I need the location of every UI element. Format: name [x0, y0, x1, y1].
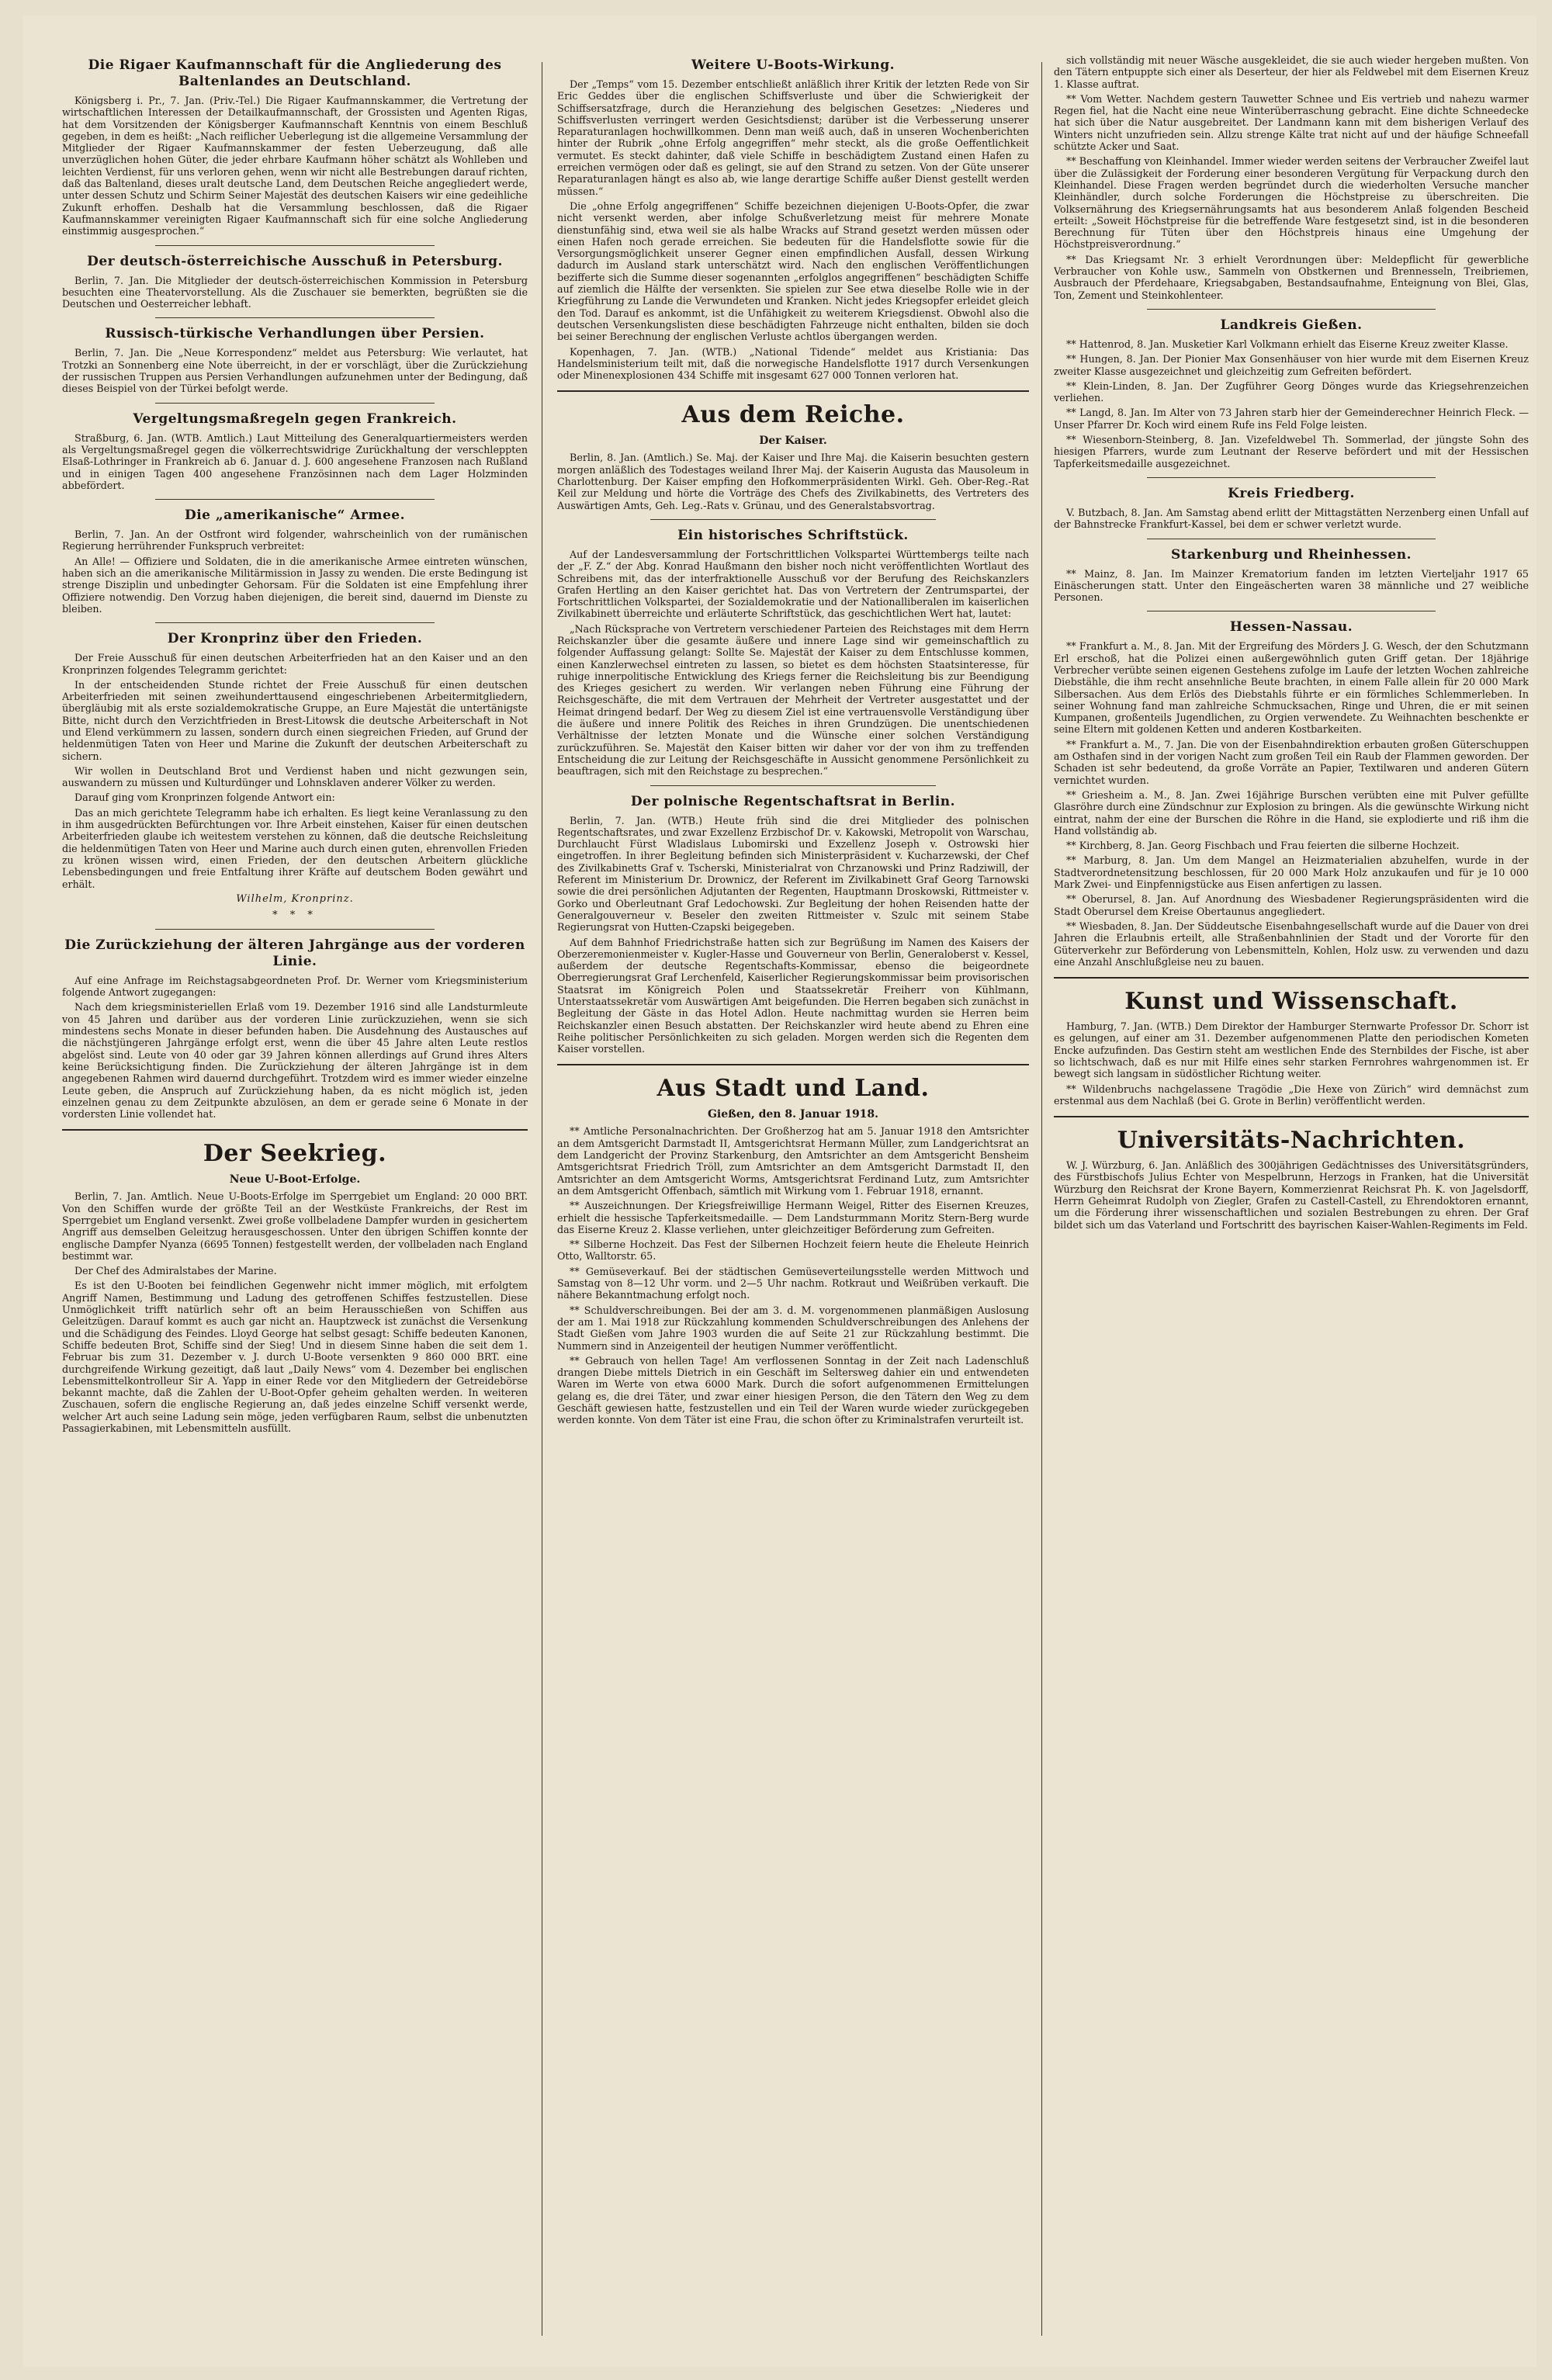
article-paragraph: Auf eine Anfrage im Reichstagsabgeordneten Prof. Dr. Werner vom Kriegsministerium folgende Antwort zugegangen: — [62, 974, 528, 999]
article-separator — [155, 245, 435, 246]
article-paragraph: ** Kirchberg, 8. Jan. Georg Fischbach und Frau feierten die silberne Hochzeit. — [1066, 840, 1460, 852]
article-paragraph: ** Frankfurt a. M., 7. Jan. Die von der Eisenbahndirektion erbauten großen Güterschuppen am Osthafen sind in der vorigen Nacht zum großen Teil ein Raub der Flammen geworden. Der Schaden ist sehr bedeutend, da große Vorräte an Papier, Textilwaren und anderen Gütern vernichtet wurden. — [1054, 738, 1529, 786]
article-separator — [155, 403, 435, 404]
article-paragraph: Das an mich gerichtete Telegramm habe ich erhalten. Es liegt keine Veranlassung zu den in ihm ausgedrückten Befürchtungen vor. Ihre Arbeit einstehen, Kaiser für einen deutschen Arbeiterfrieden glaube ich weitestem verstehen zu können, daß die deutsche Reichsleitung die heldenmütigen Taten von Heer und Marine auch durch einen guten, ehrenvollen Frieden zu krönen wissen wird, einen Frieden, der den deutschen Arbeitern glückliche Lebensbedingungen und freie Entfaltung ihrer Kräfte auf deutschem Boden gewährt und erhält. — [62, 806, 528, 890]
article-paragraph: An Alle! — Offiziere und Soldaten, die in die amerikanische Armee eintreten wünschen, haben sich an die amerikanische Militärmission in Jassy zu wenden. Die erste Bedingung ist strenge Disziplin und unbedingter Gehorsam. Für die Soldaten ist eine Empfehlung ihrer Offiziere notwendig. Den Vorzug haben diejenigen, die bereit sind, dauernd im Dienste zu bleiben. — [62, 555, 528, 615]
article-rigaer — [62, 57, 528, 237]
article-kronprinz — [62, 622, 528, 921]
article-paragraph: sich vollständig mit neuer Wäsche ausgekleidet, die sie auch wieder hergeben mußten. Von den Tätern entpuppte sich einer als Deserteur, der hier als Feldwebel mit dem Eisernen Kreuz 1. Klasse auftrat. — [1054, 54, 1529, 90]
article-heading: Der Seekrieg. — [203, 1140, 387, 1168]
article-uboot — [557, 57, 1029, 381]
article-heading: Aus dem Reiche. — [681, 401, 905, 429]
article-separator — [155, 317, 435, 318]
article-paragraph: W. J. Würzburg, 6. Jan. Anläßlich des 300jährigen Gedächtnisses des Universitätsgründers, des Fürstbischofs Julius Echter von Mespelbrunn, Herzogs in Franken, hat die Universität Würzburg den Reichsrat der Krone Bayern, Kommerzienrat Reichsrat Ph. K. von Jagelsdorff, Herrn Geheimrat Rudolph von Ziegler, Grafen zu Castell-Castell, zu Ehrendoktoren ernannt, um die Förderung ihrer wissenschaftlichen und sozialen Bestrebungen zu ehren. Der Graf bildet sich um das Vaterland und Fortschritt des bayrischen Kaiser-Wahlen-Regiments im Feld. — [1054, 1159, 1529, 1231]
article-paragraph: Der Freie Ausschuß für einen deutschen Arbeiterfrieden hat an den Kaiser und an den Kronprinzen folgendes Telegramm gerichtet: — [62, 652, 528, 676]
article-paragraph: ** Vom Wetter. Nachdem gestern Tauwetter Schnee und Eis vertrieb und nahezu warmer Regen fiel, hat die Nacht eine neue Winterüberraschung gebracht. Eine dichte Schneedecke hat sich über die Natur ausgebreitet. Der Landmann kann mit dem bisherigen Verlauf des Winters nicht unzufrieden sein. Allzu strenge Kälte trat nicht auf und der häufige Schneefall schützte Acker und Saat. — [1054, 92, 1529, 153]
article-starkenburg — [1054, 539, 1529, 604]
article-heading: Der deutsch-österreichische Ausschuß in Petersburg. — [87, 253, 503, 269]
article-heading: Vergeltungsmaßregeln gegen Frankreich. — [133, 411, 457, 427]
article-paragraph: In der entscheidenden Stunde richtet der Freie Ausschuß für einen deutschen Arbeiterfrieden mit seinen zweihunderttausend eingeschriebenen Arbeitermitgliedern, übergläubig mit als erste sozialdemokratische Gruppe, an Eure Majestät die untertänigste Bitte, nicht durch den Verzichtfrieden in Brest-Litowsk die deutsche Arbeiterschaft in Not und Elend verkümmern zu lassen, sondern durch einen siegreichen Frieden, auf Grund der heldenmütigen Taten von Heer und Marine die Zukunft der deutschen Arbeiterschaft zu sichern. — [62, 678, 528, 762]
article-paragraph: ** Silberne Hochzeit. Das Fest der Silbernen Hochzeit feiern heute die Eheleute Heinrich Otto, Walltorstr. 65. — [557, 1239, 1029, 1263]
column-3 — [1054, 54, 1529, 2347]
article-paragraph: ** Marburg, 8. Jan. Um dem Mangel an Heizmaterialien abzuhelfen, wurde in der Stadtverordnetensitzung beschlossen, für 20 000 Mark Holz anzukaufen und für je 10 000 Mark Zwei- und Einpfennigstücke aus Eisen anfertigen zu lassen. — [1054, 854, 1529, 891]
article-wetter — [1054, 54, 1529, 301]
article-paragraph: ** Gemüseverkauf. Bei der städtischen Gemüseverteilungsstelle werden Mittwoch und Samstag von 8—12 Uhr vorm. und 2—5 Uhr nachm. Rotkraut und Weißrüben verkauft. Die nähere Bekanntmachung erfolgt noch. — [557, 1265, 1029, 1301]
article-subheading: Neue U-Boot-Erfolge. — [229, 1173, 361, 1187]
article-paragraph: Straßburg, 6. Jan. (WTB. Amtlich.) Laut Mitteilung des Generalquartiermeisters werden als Vergeltungsmaßregel gegen die völkerrechtswidrige Zurückhaltung der verschleppten Elsaß-Lothringer in Frankreich ab 6. Januar d. J. 600 angesehene Franzosen nach Rußland und in einigen Tagen 400 angesehene Französinnen nach dem Lager Holzminden abbefördert. — [62, 431, 528, 491]
article-schriftstueck — [557, 519, 1029, 778]
article-heading: Landkreis Gießen. — [1220, 317, 1363, 333]
article-stadt — [557, 1064, 1029, 1426]
article-paragraph: ** Wildenbruchs nachgelassene Tragödie „Die Hexe von Zürich“ wird demnächst zum erstenmal aus dem Nachlaß (bei G. Grote in Berlin) veröffentlicht werden. — [1054, 1083, 1529, 1107]
article-separator — [1147, 309, 1436, 310]
article-heading: Russisch-türkische Verhandlungen über Persien. — [105, 326, 485, 342]
article-paragraph: Darauf ging vom Kronprinzen folgende Antwort ein: — [74, 792, 335, 804]
article-paragraph: ** Schuldverschreibungen. Bei der am 3. d. M. vorgenommenen planmäßigen Auslosung der am 1. Mai 1918 zur Rückzahlung kommenden Schuldverschreibungen des Anlehens der Stadt Gießen vom Jahre 1903 wurden die auf Seite 21 zur Rückzahlung bestimmt. Die Nummern sind in Anzeigenteil der heutigen Nummer veröffentlicht. — [557, 1304, 1029, 1352]
article-regent — [557, 785, 1029, 1055]
article-paragraph: ** Klein-Linden, 8. Jan. Der Zugführer Georg Dönges wurde das Kriegsehrenzeichen verliehen. — [1054, 379, 1529, 404]
article-heading: Starkenburg und Rheinhessen. — [1170, 546, 1412, 563]
newspaper-page — [23, 16, 1536, 2367]
article-kunst — [1054, 977, 1529, 1107]
article-heading: Die Rigaer Kaufmannschaft für die Angliederung des Baltenlandes an Deutschland. — [88, 57, 502, 89]
article-paragraph: Die „ohne Erfolg angegriffenen“ Schiffe bezeichnen diejenigen U-Boots-Opfer, die zwar nicht versenkt werden, aber infolge Schußverletzung meist für mehrere Monate dienstunfähig sind, etwa weil sie als halbe Wracks auf Strand gesetzt werden müssen oder einen Hafen noch gerade erreichen. Sie bedeuten für die Handelsflotte sowie für die Versorgungsmöglichkeit unserer Gegner einen empfindlichen Ausfall, dessen Wirkung dadurch im Ausland stark unterschätzt wird. Nach den englischen Veröffentlichungen bezifferte sich die Summe dieser sogenannten „erfolglos angegriffenen“ beschädigten Schiffe auf ziemlich die Hälfte der versenkten. Sie spielen zur See etwa dieselbe Rolle wie in der Kriegführung zu Lande die Verwundeten und Kranken. Nicht jedes Kriegsopfer erleidet gleich den Tod. Darauf es ankommt, ist die Unfähigkeit zu weiterem Kriegsdienst. Obwohl also die deutschen Versenkungslisten diese beschädigten Fahrzeuge nicht enthalten, bilden sie doch bei seiner Berechnung der englischen Verluste achtlos übergangen werden. — [557, 199, 1029, 343]
article-separator — [155, 929, 435, 930]
column-1 — [62, 54, 528, 2347]
article-armee — [62, 499, 528, 615]
article-friedberg — [1054, 477, 1529, 531]
article-heading: Hessen-Nassau. — [1229, 619, 1353, 636]
article-paragraph: ** Das Kriegsamt Nr. 3 erhielt Verordnungen über: Meldepflicht für gewerbliche Verbraucher von Kohle usw., Sammeln von Obstkernen und Brennesseln, Treibriemen, Ausbrauch der Pferdehaare, Kriegsabgaben, Bestandsaufnahme, Enteignung von Blei, Glas, Ton, Zement und Steinkohlenteer. — [1054, 253, 1529, 301]
article-paragraph: ** Langd, 8. Jan. Im Alter von 73 Jahren starb hier der Gemeinderechner Heinrich Fleck. — Unser Pfarrer Dr. Koch wird einem Rufe ins Feld Folge leisten. — [1054, 407, 1529, 431]
article-frankreich — [62, 403, 528, 491]
article-heading: Die „amerikanische“ Armee. — [184, 508, 406, 524]
article-paragraph: ** Mainz, 8. Jan. Im Mainzer Krematorium fanden im letzten Vierteljahr 1917 65 Einäscherungen statt. Unter den Eingeäscherten waren 38 männliche und 27 weibliche Personen. — [1054, 567, 1529, 604]
article-heading: Weitere U-Boots-Wirkung. — [691, 57, 896, 73]
article-separator — [1054, 1116, 1529, 1117]
article-paragraph: ** Gebrauch von hellen Tage! Am verflossenen Sonntag in der Zeit nach Ladenschluß drangen Diebe mittels Dietrich in ein Geschäft im Seltersweg dahier ein und entwendeten Waren im Werte von etwa 6000 Mark. Durch die sofort aufgenommenen Ermittelungen gelang es, die drei Täter, und zwar einer hiesigen Person, die den Tätern den Weg zu dem Geschäft gewiesen hatte, festzustellen und ein Teil der Waren wurde wieder zurückgegeben werden konnte. Von dem Täter ist eine Frau, die schon öfter zu Kriminalstrafen verurteilt ist. — [557, 1354, 1029, 1426]
article-paragraph: Berlin, 7. Jan. Die „Neue Korrespondenz“ meldet aus Petersburg: Wie verlautet, hat Trotzki an Sonnenberg eine Note überreicht, in der er vorschlägt, über die Zurückziehung der russischen Truppen aus Persien Verhandlungen aufzunehmen unter der Bedingung, daß dieses Beispiel von der Türkei befolgt werde. — [62, 347, 528, 395]
article-paragraph: Nach dem kriegsministeriellen Erlaß vom 19. Dezember 1916 sind alle Landsturmleute von 45 Jahren und darüber aus der vorderen Linie zurückzuziehen, wenn sie sich mindestens sechs Monate in dieser befunden haben. Die Ausdehnung des Austausches auf die nächstjüngeren Jahrgänge erfolgt erst, wenn die über 45 Jahre alten Leute restlos abgelöst sind. Leute von 40 oder gar 39 Jahren können allerdings auf Grund ihres Alters keine Berücksichtigung finden. Die Zurückziehung der älteren Jahrgänge ist in dem angegebenen Rahmen wird dauernd durchgeführt. Trotzdem wird es immer wieder einzelne Leute geben, die Anspruch auf Zurückziehung haben, da es nicht möglich ist, jeden einzelnen genau zu dem Zeitpunkte abzulösen, an dem er gerade seine 6 Monate in der vordersten Linie vollendet hat. — [62, 1001, 528, 1121]
article-paragraph: Berlin, 7. Jan. Die Mitglieder der deutsch-österreichischen Kommission in Petersburg besuchten eine Theatervorstellung. Als die Zuschauer sie bemerkten, begrüßten sie die Deutschen und Oesterreicher lebhaft. — [62, 274, 528, 310]
article-separator — [155, 622, 435, 623]
article-heading: Aus Stadt und Land. — [656, 1075, 930, 1103]
article-heading: Die Zurückziehung der älteren Jahrgänge aus der vorderen Linie. — [64, 937, 525, 969]
article-paragraph: Berlin, 7. Jan. An der Ostfront wird folgender, wahrscheinlich von der rumänischen Regierung herrührender Funkspruch verbreitet: — [62, 528, 528, 553]
article-separator — [650, 785, 936, 786]
article-heading: Ein historisches Schriftstück. — [677, 527, 909, 543]
article-landkreis — [1054, 309, 1529, 469]
article-paragraph: ** Hungen, 8. Jan. Der Pionier Max Gonsenhäuser von hier wurde mit dem Eisernen Kreuz zweiter Klasse ausgezeichnet und gleichzeitig zum Gefreiten befördert. — [1054, 353, 1529, 377]
article-separator — [62, 1129, 528, 1131]
article-paragraph: Der Chef des Admiralstabes der Marine. — [74, 1265, 277, 1277]
article-paragraph: Hamburg, 7. Jan. (WTB.) Dem Direktor der Hamburger Sternwarte Professor Dr. Schorr ist es gelungen, auf einer am 31. Dezember aufgenommenen Platte den periodischen Kometen Encke aufzufinden. Das Gestirn steht am westlichen Ende des Sternbildes der Fische, ist aber so lichtschwach, daß es nur mit Hilfe eines sehr starken Fernrohres wahrgenommen ist. Er bewegt sich langsam in südöstlicher Richtung weiter. — [1054, 1020, 1529, 1080]
article-paragraph: ** Oberursel, 8. Jan. Auf Anordnung des Wiesbadener Regierungspräsidenten wird die Stadt Oberursel dem Kreise Obertaunus angegliedert. — [1054, 893, 1529, 917]
article-paragraph: Berlin, 7. Jan. (WTB.) Heute früh sind die drei Mitglieder des polnischen Regentschaftsrates, und zwar Exzellenz Erzbischof Dr. v. Kakowski, Metropolit von Warschau, Durchlaucht Fürst Wladislaus Lubomirski und Exzellenz Joseph v. Ostrowski hier eingetroffen. In ihrer Begleitung befinden sich Ministerpräsident v. Kucharzewski, der Chef des Zivilkabinetts Graf v. Tscherski, Ministerialrat von Chrzanowski und Prinz Radziwill, der Referent im Ministerium Dr. Drownicz, der Referent im Zivilkabinett Graf Georg Tarnowski sowie die drei persönlichen Adjutanten der Regenten, Hauptmann Droskowski, Rittmeister v. Gorko und Oberleutnant Graf Ledochowski. Zur Begleitung der hohen Reisenden hatte der Generalgouverneur v. Beseler den zweiten Rittmeister v. Szulc mit seinem Stabe Regierungsrat von Hutten-Czapski beigegeben. — [557, 814, 1029, 934]
article-heading: Der Kronprinz über den Frieden. — [167, 631, 423, 647]
article-subheading: Gießen, den 8. Januar 1918. — [707, 1108, 879, 1121]
column-2 — [557, 54, 1029, 2347]
article-paragraph: ** Wiesbaden, 8. Jan. Der Süddeutsche Eisenbahngesellschaft wurde auf die Dauer von drei Jahren die Erlaubnis erteilt, alle Straßenbahnlinien der Stadt und der Vororte für den Güterverkehr zur Beförderung von Lebensmitteln, Kohlen, Holz usw. zu verwenden und dazu eine Anzahl Anschlußgleise neu zu bauen. — [1054, 920, 1529, 968]
article-separator — [1147, 477, 1436, 478]
article-paragraph: ** Hattenrod, 8. Jan. Musketier Karl Volkmann erhielt das Eiserne Kreuz zweiter Klasse. — [1066, 338, 1509, 350]
article-separator — [557, 390, 1029, 392]
article-heading: Universitäts-Nachrichten. — [1117, 1127, 1466, 1155]
article-separator — [1054, 977, 1529, 979]
article-subheading: Der Kaiser. — [759, 435, 827, 448]
article-paragraph: Berlin, 7. Jan. Amtlich. Neue U-Boots-Erfolge im Sperrgebiet um England: 20 000 BRT. Von den Schiffen wurde der größte Teil an der Westküste Frankreichs, der Rest im Sperrgebiet um England versenkt. Zwei große vollbeladene Dampfer wurden in gesichertem Angriff aus demselben Geleitzug herausgeschossen. Unter den übrigen Schiffen konnte der englische Dampfer Nyanza (6695 Tonnen) festgestellt werden, der vollbeladen nach England bestimmt war. — [62, 1190, 528, 1262]
article-paragraph: Es ist den U-Booten bei feindlichen Gegenwehr nicht immer möglich, mit erfolgtem Angriff Namen, Bestimmung und Ladung des getroffenen Schiffes festzustellen. Diese Unmöglichkeit trifft natürlich sehr oft an beim Herausschießen von Schiffen aus Geleitzügen. Darauf kommt es auch gar nicht an. Hauptzweck ist zunächst die Versenkung und die Schädigung des Feindes. Lloyd George hat selbst gesagt: Schiffe bedeuten Kanonen, Schiffe bedeuten Brot, Schiffe sind der Sieg! Und in diesem Sinne haben die seit dem 1. Februar bis zum 31. Dezember v. J. durch U-Boote versenkten 9 860 000 BRT. eine durchgreifende Wirkung gezeitigt, daß laut „Daily News“ vom 4. Dezember bei englischen Lebensmittelkontrolleur Sir A. Yapp in einer Rede vor den Mitgliedern der Getreidebörse bekannt machte, daß die Zahlen der U-Boot-Opfer geheim gehalten werden. In weiteren Zuschauen, sofern die englische Regierung an, daß jedes einzelne Schiff versenkt werde, welcher Art auch seine Ladung sein möge, jeden verfügbaren Raum, selbst die unbenutzten Passagierkabinen, mit Lebensmitteln ausfüllt. — [62, 1280, 528, 1435]
article-heading: Kunst und Wissenschaft. — [1124, 988, 1458, 1016]
ornament-stars: * * * — [272, 909, 317, 921]
article-paragraph: Wir wollen in Deutschland Brot und Verdienst haben und nicht gezwungen sein, auswandern zu müssen und Kulturdünger und Lohnsklaven anderer Völker zu werden. — [62, 764, 528, 789]
article-paragraph: V. Butzbach, 8. Jan. Am Samstag abend erlitt der Mittagstätten Nerzenberg einen Unfall auf der Bahnstrecke Frankfurt-Kassel, bei dem er schwer verletzt wurde. — [1054, 506, 1529, 531]
article-paragraph: Der „Temps“ vom 15. Dezember entschließt anläßlich ihrer Kritik der letzten Rede von Sir Eric Geddes über die englischen Schiffsverluste und über die Schwierigkeit der Schiffsersatzfrage, durch die Heranziehung des belgischen Gesetzes: „Niederes und Schiffsverlusten verringert werden Gesichtsdienst; darüber ist die Verbesserung unserer Reparaturanlagen hochwillkommen. Denn man weiß auch, daß in unseren Wochenberichten hinter der Rubrik „ohne Erfolg angegriffen“ mehr steckt, als die große Oeffentlichkeit vermutet. Es steckt dahinter, daß viele Schiffe in beschädigtem Zustand einen Hafen zu erreichen vermögen oder daß es gelingt, sie auf den Strand zu setzen. Von der Güte unserer Reparaturanlagen hängt es also ab, wie lange derartige Schiffe außer Dienst gestellt werden müssen.“ — [557, 78, 1029, 197]
article-paragraph: Berlin, 8. Jan. (Amtlich.) Se. Maj. der Kaiser und Ihre Maj. die Kaiserin besuchten gestern morgen anläßlich des Todestages weiland Ihrer Maj. der Kaiserin Augusta das Mausoleum in Charlottenburg. Der Kaiser empfing den Hofkommerpräsidenten Wirkl. Geh. Ober-Reg.-Rat Keil zur Meldung und hörte die Vorträge des Chefs des Zivilkabinetts, des Vertreters des Auswärtigen Amts, Geh. Leg.-Rats v. Grünau, und des Generalstabsvortrag. — [557, 452, 1029, 511]
article-signature: Wilhelm, Kronprinz. — [236, 892, 354, 905]
article-ausschuss — [62, 245, 528, 310]
article-universitaet — [1054, 1116, 1529, 1231]
article-nassau — [1054, 611, 1529, 968]
article-paragraph: ** Griesheim a. M., 8. Jan. Zwei 16jährige Burschen verübten eine mit Pulver gefüllte Glasröhre durch eine Zündschnur zur Explosion zu bringen. Als die gewünschte Wirkung nicht eintrat, nahm der eine der Burschen die Röhre in die Hand, sie explodierte und riß ihm die Hand vollständig ab. — [1054, 788, 1529, 837]
article-paragraph: ** Amtliche Personalnachrichten. Der Großherzog hat am 5. Januar 1918 den Amtsrichter an dem Amtsgericht Darmstadt II, Amtsgerichtsrat Hermann Müller, zum Landgerichtsrat an dem Landgericht der Provinz Starkenburg, den Amtsrichter an dem Amtsgericht Bensheim Amtsgerichtsrat Friedrich Tröll, zum Amtsrichter an dem Amtsgericht Darmstadt II, den Amtsrichter an dem Amtsgericht Worms, Amtsgerichtsrat Ferdinand Lutz, zum Amtsrichter an dem Amtsgericht Offenbach, sämtlich mit Wirkung vom 1. Februar 1918, ernannt. — [557, 1125, 1029, 1197]
article-paragraph: Königsberg i. Pr., 7. Jan. (Priv.-Tel.) Die Rigaer Kaufmannskammer, die Vertretung der wirtschaftlichen Interessen der Detailkaufmannschaft, der Grossisten und Agenten Rigas, hat dem Vorsitzenden der Königsberger Kaufmannschaft Kenntnis von einem Beschluß gegeben, in dem es heißt: „Nach reiflicher Ueberlegung ist die allgemeine Versammlung der Mitglieder der Rigaer Kaufmannskammer der festen Ueberzeugung, daß alle unverzüglichen hohen Güter, die jeder ehrbare Kaufmann höher schätzt als Wohlleben und leichten Verdienst, für uns verloren gehen, wenn wir nicht alle Bestrebungen darauf richten, daß das Baltenland, dieses uralt deutsche Land, dem Deutschen Reiche angegliedert werde, unter dessen Schutz und Schirm Seiner Majestät des deutschen Kaisers wir eine gedeihliche Zukunft erhoffen. Deshalb hat die Versammlung beschlossen, daß die Rigaer Kaufmannskammer vereinigten Rigaer Kaufmannschaft sich für eine solche Angliederung einstimmig ausgesprochen.“ — [62, 95, 528, 237]
article-jahrgaenge — [62, 929, 528, 1121]
article-paragraph: ** Beschaffung von Kleinhandel. Immer wieder werden seitens der Verbraucher Zweifel laut über die Zulässigkeit der Forderung einer besonderen Vergütung für Verpackung durch den Kleinhandel. Diese Fragen werden begründet durch die wiederholten Versuche mancher Kleinhändler, durch solche Forderungen die Höchstpreise zu überschreiten. Die Volksernährung des Kriegsernährungsamts hat aus besonderem Anlaß folgenden Bescheid erteilt: „Soweit Höchstpreise für die betreffende Ware festgesetzt sind, ist in die besonderen Berechnung für Tüten über den Höchstpreis hinaus eine Umgehung der Höchstpreisverordnung.“ — [1054, 155, 1529, 251]
article-separator — [650, 519, 936, 520]
article-paragraph: ** Auszeichnungen. Der Kriegsfreiwillige Hermann Weigel, Ritter des Eisernen Kreuzes, erhielt die hessische Tapferkeitsmedaille. — Dem Landsturmmann Moritz Stern-Berg wurde das Eiserne Kreuz 2. Klasse verliehen, unter gleichzeitiger Beförderung zum Gefreiten. — [557, 1200, 1029, 1235]
article-heading: Der polnische Regentschaftsrat in Berlin. — [630, 793, 956, 809]
article-paragraph: Auf der Landesversammlung der Fortschrittlichen Volkspartei Württembergs teilte nach der „F. Z.“ der Abg. Konrad Haußmann den bisher noch nicht veröffentlichten Wortlaut des Schreibens mit, das der interfraktionelle Ausschuß vor der Berufung des Reichskanzlers Grafen Hertling an den Kaiser gerichtet hat. Das von Vertretern der Zentrumspartei, der Fortschrittlichen Volkspartei, der Sozialdemokratie und der Nationalliberalen im kaiserlichen Zivilkabinett überreichte und erläuterte Schriftstück, das geschichtlichen Wert hat, lautet: — [557, 548, 1029, 620]
article-paragraph: Auf dem Bahnhof Friedrichstraße hatten sich zur Begrüßung im Namen des Kaisers der Oberzeremonienmeister v. Kugler-Hasse und Gouverneur von Berlin, Generaloberst v. Kessel, außerdem der deutsche Regentschafts-Kommissar, ebenso die beigeordnete Oberregierungsrat Graf Lerchenfeld, Kaiserlicher Regierungskommissar beim provisorischen Staatsrat im Königreich Polen und Staatssekretär Freiherr von Kühlmann, Unterstaatssekretär vom Auswärtigen Amt beigefunden. Die Herren begaben sich zunächst in Begleitung der Gäste in das Hotel Adlon. Heute nachmittag wurden sie Herren beim Reichskanzler einen Besuch abstatten. Der Reichskanzler wird heute abend zu Ehren eine Reihe politischer Persönlichkeiten zu sich geladen. Morgen werden sich die Regenten dem Kaiser vorstellen. — [557, 936, 1029, 1055]
article-paragraph: Kopenhagen, 7. Jan. (WTB.) „National Tidende“ meldet aus Kristiania: Das Handelsministerium teilt mit, daß die norwegische Handelsflotte 1917 durch Versenkungen oder Minenexplosionen 434 Schiffe mit insgesamt 627 000 Tonnen verloren hat. — [557, 345, 1029, 382]
column-rule — [1041, 62, 1042, 2336]
article-heading: Kreis Friedberg. — [1228, 485, 1355, 501]
article-persien — [62, 317, 528, 394]
article-separator — [155, 499, 435, 500]
article-reiche — [557, 390, 1029, 511]
article-paragraph: „Nach Rücksprache von Vertretern verschiedener Parteien des Reichstages mit dem Herrn Reichskanzler über die gesamte äußere und innere Lage sind wir gemeinschaftlich zu folgender Auffassung gelangt: Sollte Se. Majestät der Kaiser zu dem Entschlusse kommen, einen Kanzlerwechsel eintreten zu lassen, so bietet es dem höchsten Staatsinteresse, für ruhige innerpolitische Entwicklung des Kriegs ferner die Reichsleitung bis zur Beendigung des Krieges gesichert zu werden. Wir verlangen neben Führung eine Führung der Reichsgeschäfte, die mit dem Vertrauen der Mehrheit der Vertreter ausgestattet und der Heimat dringend bedarf. Der Weg zu diesem Ziel ist eine vertrauensvolle Verständigung über die äußere und innere Politik des Reiches in ihren Grundzügen. Die unentschiedenen Verhältnisse der letzten Monate und die Wünsche einer solchen Verständigung zurückzuführen. Se. Majestät den Kaiser bitten wir daher vor der von ihm zu treffenden Entscheidung die zur Leitung der Reichsgeschäfte in Aussicht genommene Persönlichkeit zu beauftragen, sich mit den Reichstage zu besprechen.“ — [557, 622, 1029, 778]
article-paragraph: ** Frankfurt a. M., 8. Jan. Mit der Ergreifung des Mörders J. G. Wesch, der den Schutzmann Erl erschoß, hat die Polizei einen außergewöhnlich guten Griff getan. Der 18jährige Verbrecher verübte seinen eigenen Gestehens zufolge im Laufe der letzten Wochen zahlreiche Diebstähle, die ihm recht ansehnliche Beute brachten, in einem Falle allein für 20 000 Mark Silbersachen. Aus dem Erlös des Diebstahls führte er ein förmliches Schlemmerleben. In seiner Wohnung fand man zahlreiche Schmucksachen, Ringe und Uhren, die er mit seinen Kumpanen, großenteils Jugendlichen, zu Orgien verwendete. Zu Weihnachten beschenkte er seine Eltern mit goldenen Ketten und anderen Kostbarkeiten. — [1054, 640, 1529, 736]
article-seekrieg — [62, 1129, 528, 1434]
article-separator — [557, 1064, 1029, 1065]
article-paragraph: ** Wiesenborn-Steinberg, 8. Jan. Vizefeldwebel Th. Sommerlad, der jüngste Sohn des hiesigen Pfarrers, wurde zum Leutnant der Reserve befördert und mit der Hessischen Tapferkeitsmedaille ausgezeichnet. — [1054, 434, 1529, 469]
